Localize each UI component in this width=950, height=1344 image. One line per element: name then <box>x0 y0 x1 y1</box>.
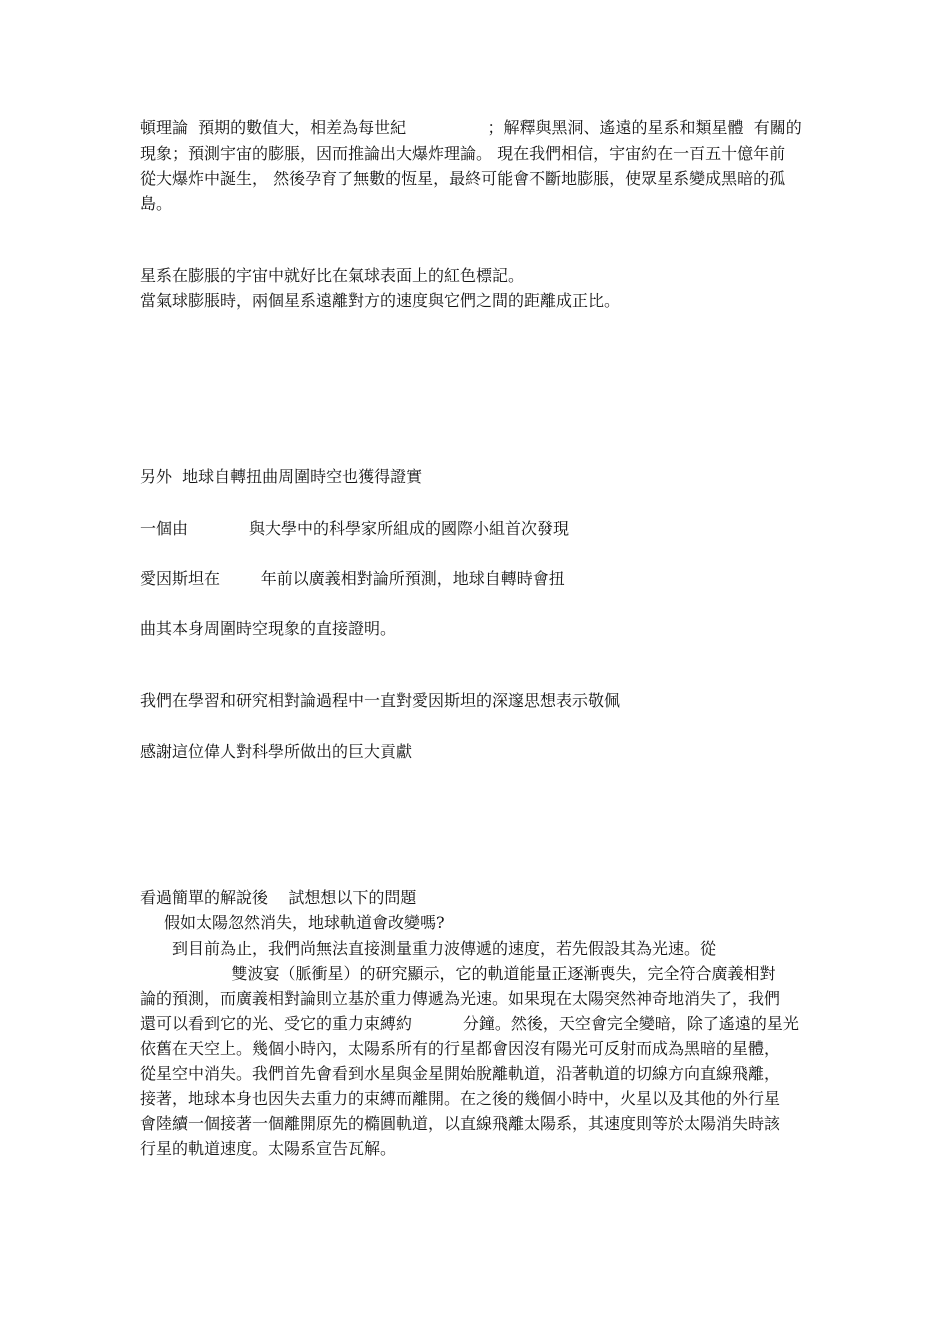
answer-line: 行星的軌道速度。太陽系宣告瓦解。 <box>140 1139 397 1158</box>
intro-line: 從大爆炸中誕生， 然後孕育了無數的恆星，最終可能會不斷地膨脹，使眾星系變成黑暗的孤 <box>140 169 786 188</box>
earth-rotation-line: 另外 地球自轉扭曲周圍時空也獲得證實 <box>140 467 423 486</box>
tribute-line: 感謝這位偉人對科學所做出的巨大貢獻 <box>140 742 413 761</box>
answer-line: 會陸續一個接著一個離開原先的橢圓軌道，以直線飛離太陽系，其速度則等於太陽消失時該 <box>140 1114 781 1133</box>
answer-line: 接著，地球本身也因失去重力的束縛而離開。在之後的幾個小時中，火星以及其他的外行星 <box>140 1089 781 1108</box>
balloon-line: 星系在膨脹的宇宙中就好比在氣球表面上的紅色標記。 <box>140 266 525 285</box>
intro-line: 島。 <box>140 194 173 213</box>
intro-line: 頓理論 預期的數值大，相差為每世紀 ；解釋與黑洞、遙遠的星系和類星體 有關的 <box>140 118 802 137</box>
intro-line: 現象；預測宇宙的膨脹，因而推論出大爆炸理論。 現在我們相信，宇宙約在一百五十億年前 <box>140 144 786 163</box>
answer-line: 雙波宴（脈衝星）的研究顯示，它的軌道能量正逐漸喪失，完全符合廣義相對 <box>140 964 776 983</box>
tribute-line: 我們在學習和研究相對論過程中一直對愛因斯坦的深邃思想表示敬佩 <box>140 691 621 710</box>
earth-rotation-line: 一個由 與大學中的科學家所組成的國際小組首次發現 <box>140 519 570 538</box>
earth-rotation-line: 曲其本身周圍時空現象的直接證明。 <box>140 619 397 638</box>
answer-line: 還可以看到它的光、受它的重力束縛約 分鐘。然後，天空會完全變暗，除了遙遠的星光 <box>140 1014 799 1033</box>
answer-line: 依舊在天空上。幾個小時內，太陽系所有的行星都會因沒有陽光可反射而成為黑暗的星體， <box>140 1039 781 1058</box>
balloon-line: 當氣球膨脹時，兩個星系遠離對方的速度與它們之間的距離成正比。 <box>140 291 621 310</box>
answer-line: 到目前為止，我們尚無法直接測量重力波傳遞的速度，若先假設其為光速。從 <box>172 939 717 958</box>
answer-line: 論的預測，而廣義相對論則立基於重力傳遞為光速。如果現在太陽突然神奇地消失了，我們 <box>140 989 781 1008</box>
question-prompt: 假如太陽忽然消失，地球軌道會改變嗎? <box>164 913 445 932</box>
earth-rotation-line: 愛因斯坦在 年前以廣義相對論所預測，地球自轉時會扭 <box>140 569 565 588</box>
question-heading: 看過簡單的解說後 試想想以下的問題 <box>140 888 417 907</box>
answer-line: 從星空中消失。我們首先會看到水星與金星開始脫離軌道，沿著軌道的切線方向直線飛離， <box>140 1064 781 1083</box>
